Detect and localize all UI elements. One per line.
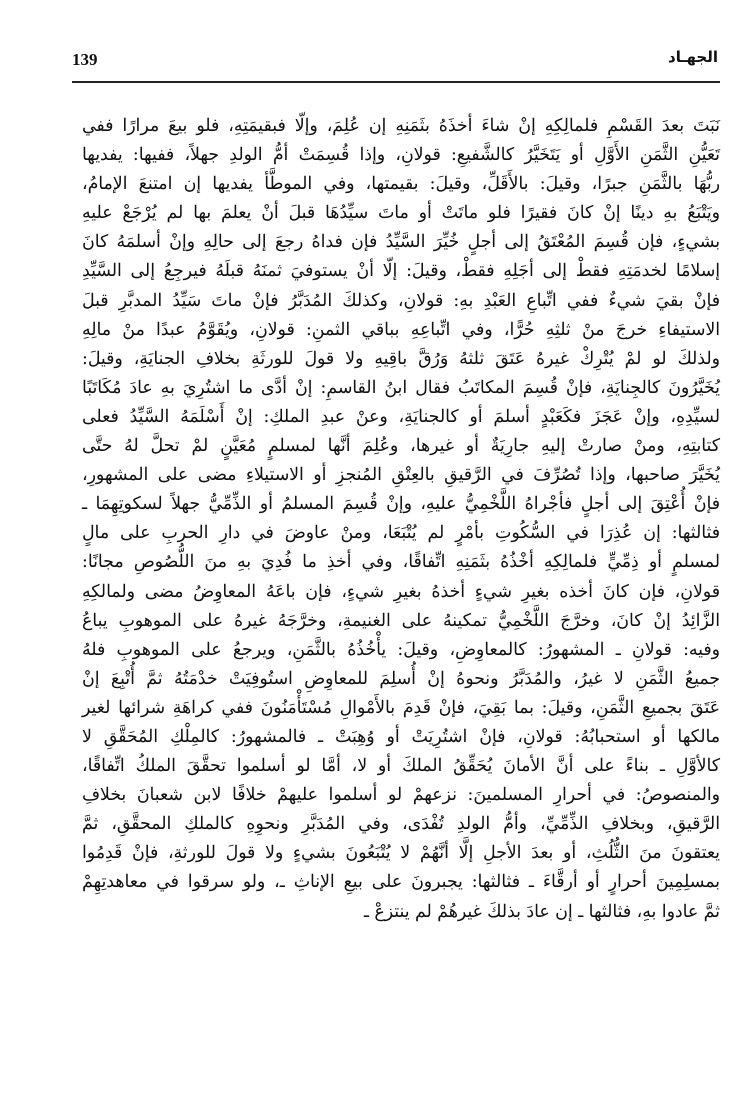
text-line: قولانِ، فإن كانَ أخذه بغيرِ شيءٍ أخذهُ بغيرِ شيءٍ، فإن باعَهُ المعاوِضُ مضى ولمالكِهِ: [82, 581, 720, 602]
text-line: فإنْ أُعْتِقَ إلى أجلٍ فأجْراهُ اللَّخْمِيُّ عليهِ، وإنْ قُسِمَ المسلمُ أو الذِّمِّيُّ جهلاً لسكوتِهِمَا ـ: [82, 494, 720, 515]
header-rule: [72, 81, 720, 83]
text-line: لسيِّدِهِ، وإنْ عَجَزَ فكَعَبْدٍ أسلمَ أو كالجنايَةِ، وعنْ عبدِ الملكِ: إنْ أَسْلَمَهُ السَّيِّدُ فعلى: [82, 406, 720, 427]
running-title: الجهـاد: [668, 48, 718, 66]
body-text: [82, 112, 720, 927]
text-line: عَتَقَ بجميعِ الثَّمَنِ، وقيلَ: بما بَقِيَ، فإنْ قَدِمَ بالأَمْوالِ مُسْتَأْمَنُونَ ففي كراهَةِ شرائها لغير: [82, 697, 720, 718]
text-line: بشيءٍ، فإن قُسِمَ المُعْتَقُ إلى أجلٍ خُيِّرَ السَّيِّدُ فإن فداهُ رجعَ إلى حالِهِ وإنْ أسلمَهُ كانَ: [82, 232, 720, 253]
text-line: الزَّائِدُ إنْ كانَ، وخرَّجَ اللَّخْمِيُّ تمكينهُ على الغنيمةِ، وخرَّجَهُ غيرهُ على الموهوبِ يباعُ: [82, 610, 720, 631]
text-line: يعتقونَ منَ الثُّلُثِ، أو بعدَ الأجلِ إلَّا أنَّهُمْ لا يُتْبَعُونَ بشيءٍ ولا قولَ للورثةِ، فإنْ قَدِمُوا: [82, 843, 720, 864]
page-number: 139: [72, 50, 98, 69]
text-line: يُخَيَّرُونَ كالجِنايَةِ، فإنْ قُسِمَ المكاتَبُ فقال ابنُ القاسمِ: إنْ أدَّى ما اشتُرِيَ بهِ عادَ مُكَاتَبًا: [82, 377, 720, 398]
text-line: ربُّهَا بالثَّمَنِ جبرًا، وقيلَ: بالأَقَلِّ، وقيلَ: بقيمتها، وفي الموطَّأ يفديها إن امتنعَ الإمامُ،: [82, 174, 720, 195]
text-line: كتابتِهِ، ومنْ صارتْ إليهِ جارِيَةٌ أو غيرها، وعُلِمَ أنَّها لمسلمٍ مُعَيَّنٍ لمْ تحلَّ لهُ حتَّى: [82, 436, 720, 457]
text-line: جميعُ الثَّمَنِ لا غيرُ، والمُدَبَّرُ ونحوهُ إنْ أُسلِمَ للمعاوِضِ استُوفِيَتْ خدْمَتُهُ ثمَّ أُتْبِعَ إنْ: [82, 668, 720, 689]
text-line: نَبَتَ بعدَ القَسْمِ فلمالِكِهِ إنْ شاءَ أخذَهُ بثَمَنِهِ إن عُلِمَ، وإلّا فبقيمَتِهِ، فلو بيعَ مرارًا ففي: [82, 116, 720, 136]
text-line: تَعَيُّنِ الثَّمَنِ الأَوَّلِ أو يَتَخَيَّرُ كالشَّفيعِ: قولانِ، وإذا قُسِمَتْ أمُّ الولدِ جهلاً، ففيها: يفديها: [82, 145, 720, 166]
text-line: الرَّقيقِ، وبخلافِ الذِّمِّيِّ، وأمُّ الولدِ تُفْدَى، وفي المُدَبَّرِ ونحوِهِ كالملكِ المحقَّقِ، ثمَّ: [82, 814, 720, 835]
text-line: يُخَيَّرَ صاحبها، وإذا تُصُرِّفَ في الرَّقيقِ بالعِتْقِ المُنجزِ أو الاستيلاءِ مضى على المشهورِ،: [82, 465, 720, 486]
text-line: فإنْ بقيَ شيءٌ ففي اتِّباعِ العَبْدِ بهِ: قولانِ، وكذلكَ المُدَبَّرُ فإنْ ماتَ سَيِّدُ المدبَّرِ قبلَ: [82, 290, 720, 311]
text-line: ويَتْبَعُ بهِ دينًا إنْ كانَ فقيرًا فلو ماتَتْ أو ماتَ سيِّدُهَا قبلَ أنْ يعلمَ بها لم يُرْجَعْ عليهِ: [82, 203, 720, 224]
text-line: لمسلمٍ أو ذِمِّيٍّ فلمالِكِهِ أخْذُهُ بثَمَنِهِ اتِّفاقًا، وفي أخذِ ما فُدِيَ بهِ منَ اللُّصُوصِ مجانًا:: [82, 552, 720, 573]
text-line: الاستيفاءِ خرجَ منْ ثلثِهِ حُرًّا، وفي اتِّباعِهِ بباقي الثمنِ: قولانِ، ويُقَوَّمُ عبدًا منْ مالِهِ: [82, 319, 720, 340]
text-line: كالأوَّلِ ـ بناءً على أنَّ الأمانَ يُحَقِّقُ الملكَ أو لا، أمَّا لو أسلموا تحقَّقَ الملكُ اتِّفاقًا،: [82, 756, 720, 777]
text-line: إسلامًا لخدمَتِهِ فقطْ إلى أجَلِهِ فقطْ، وقيلَ: إلّا أنْ يستوفيَ ثمنَهُ قبلَهُ فيرجِعُ إلى السَّيِّدِ: [82, 261, 720, 282]
text-line: والمنصوصُ: في أحرارِ المسلمينَ: نزعهمْ لو أسلموا عليهمْ خلافًا لابن شعبانَ بخلافِ: [82, 785, 720, 806]
text-line: وفيه: قولانِ ـ المشهورُ: كالمعاوِضِ، وقيلَ: يأْخُذُهُ بالثَّمَنِ، ويرجعُ على الموهوبِ فلهُ: [82, 639, 720, 660]
text-line: مالكها أو استحبابُهُ: قولانِ، فإنْ اشتُرِيَتْ أو وُهِبَتْ ـ فالمشهورُ: كالمِلْكِ المُحَقَّقِ لا: [82, 726, 720, 747]
text-line: بمسلِمِينَ أحرارٍ أو أرقَّاءَ ـ فثالثها: يجبرونَ على بيعِ الإناثِ ـ، ولو سرقوا في معاهدتِهِمْ: [82, 872, 720, 893]
text-line-last: ثمَّ عادوا بهِ، فثالثها ـ إن عادَ بذلكَ غيرهُمْ لم ينتزعْ ـ: [363, 901, 720, 922]
text-line: فثالثها: إن عُذِرَا في السُّكُوتِ بأمْرٍ لم يُتْبَعَا، ومنْ عاوضَ في دارِ الحربِ على مالٍ: [82, 523, 720, 544]
text-line: ولذلكَ لو لمْ يُتْرِكْ غيرهُ عَتَقَ ثلثهُ وَرُقَّ باقِيهِ ولا قولَ للورثَةِ بخلافِ الجنايَةِ، وقيلَ:: [82, 348, 720, 369]
